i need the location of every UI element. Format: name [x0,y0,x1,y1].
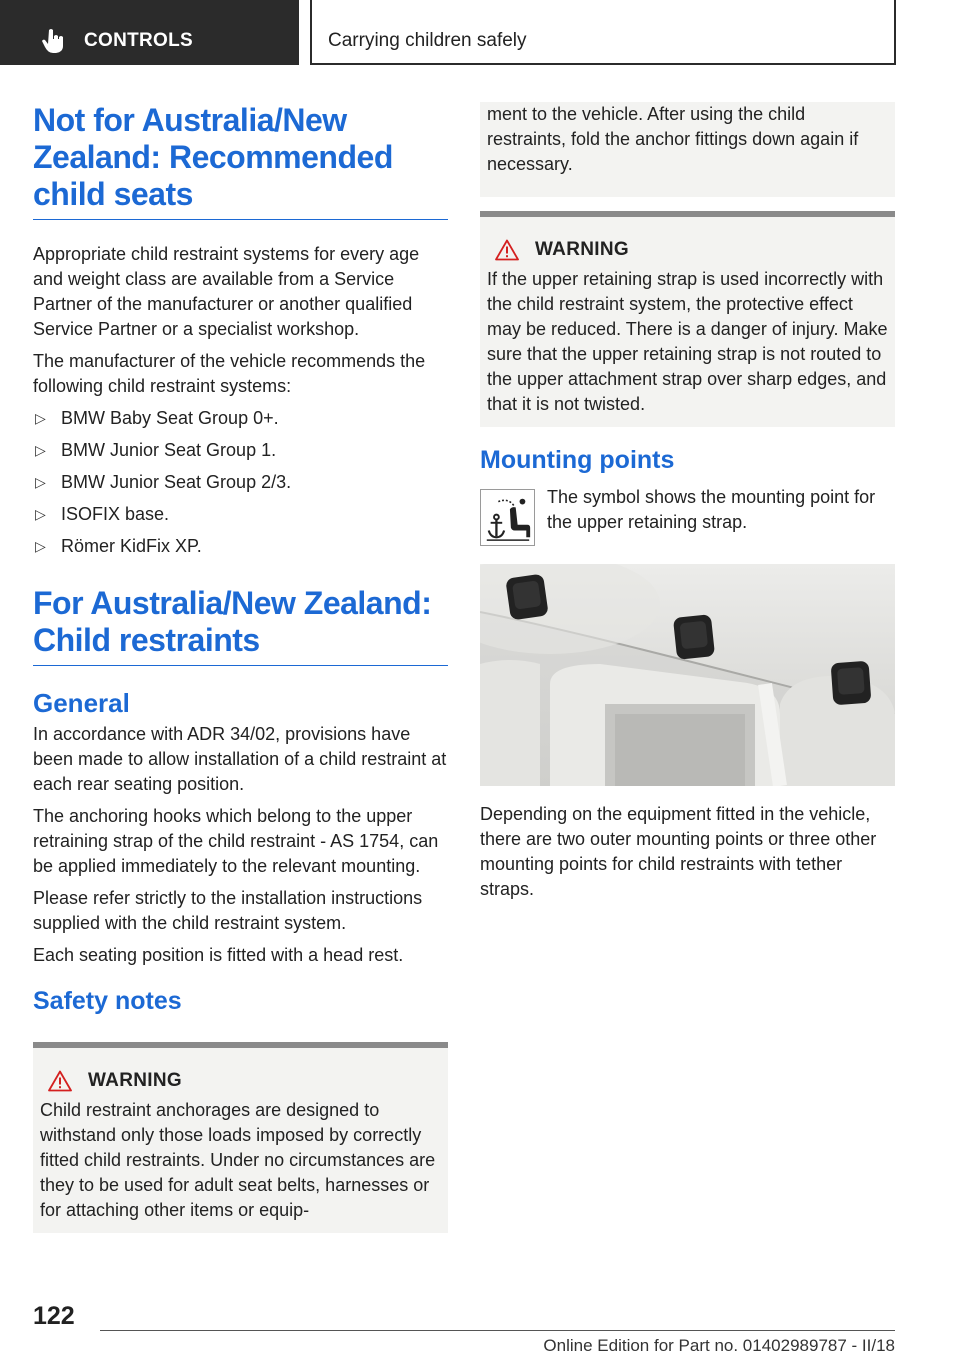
paragraph-appropriate: Appropriate child restraint systems for every age and weight class are available from a Service Partner of the manufacturer or another qualified Service Partner or a specialist workshop. [33,244,420,339]
section-title: Carrying children safely [328,30,527,51]
list-item: ▷ BMW Junior Seat Group 1. [33,438,448,463]
warning-triangle-icon [48,1070,72,1092]
list-item: ▷ ISOFIX base. [33,502,448,527]
warning-box-continued [480,102,895,197]
right-column [480,102,895,909]
heading-australia-wrap [33,585,448,666]
heading-mounting-points: Mounting points [480,446,675,474]
warning-box-strap [480,211,895,427]
symbol-description: The symbol shows the mounting point for the upper retaining strap. [547,487,876,532]
warning-label: WARNING [88,1070,182,1091]
list-item: ▷ BMW Junior Seat Group 2/3. [33,470,448,495]
paragraph-adr: In accordance with ADR 34/02, provisions have been made to allow installation of a child restraint at each rear seating position. [33,724,447,794]
warning-header [40,1070,441,1092]
left-column [33,102,448,1233]
symbol-row [480,485,895,546]
rear-shelf-anchor-photo [480,564,895,786]
paragraph-depending: Depending on the equipment fitted in the vehicle, there are two outer mounting points or three other mounting points for child restraints with tether straps. [480,804,877,899]
warning-text: Child restraint anchorages are designed to withstand only those loads imposed by correctly fitted child restraints. Under no circumstances are they to be used for adult seat belts, harnesses or for attaching other items or equip- [40,1100,436,1220]
heading-australia-child-restraints: For Australia/New Zealand: Child restraints [33,585,432,658]
seat-list [33,406,448,559]
hand-pointer-icon [40,27,68,55]
page-number: 122 [33,1302,75,1330]
footer-divider [100,1330,895,1331]
warning-label: WARNING [535,239,629,260]
warning-triangle-icon [495,239,519,261]
heading-recommended-child-seats: Not for Australia/New Zealand: Recommended child seats [33,102,393,212]
list-item: ▷ BMW Baby Seat Group 0+. [33,406,448,431]
section-header [310,0,896,65]
warning-box-anchorages [33,1042,448,1233]
paragraph-headrest: Each seating position is fitted with a head rest. [33,945,404,965]
warning-text: If the upper retaining strap is used incorrectly with the child restraint system, the protective effect may be reduced. There is a danger of injury. Make sure that the upper retaining strap is not routed to the upper attachment strap over sharp edges, and that it is not twisted. [487,269,888,414]
warning-header [487,239,888,261]
paragraph-manufacturer: The manufacturer of the vehicle recommends the following child restraint systems: [33,351,426,396]
chapter-label: CONTROLS [84,30,194,51]
heading-general: General [33,688,130,718]
chapter-tab [0,0,299,65]
paragraph-refer: Please refer strictly to the installation instructions supplied with the child restraint system. [33,888,423,933]
heading-safety-notes: Safety notes [33,987,182,1015]
heading-recommended-wrap [33,102,448,220]
warning-text-continued: ment to the vehicle. After using the child restraints, fold the anchor fittings down again if necessary. [487,104,859,174]
paragraph-hooks: The anchoring hooks which belong to the upper retraining strap of the child restraint - AS 1754, can be applied immediately to the relevant mounting. [33,806,439,876]
child-seat-anchor-icon [480,489,535,546]
footer-edition: Online Edition for Part no. 01402989787 - II/18 [543,1336,895,1355]
list-item: ▷ Römer KidFix XP. [33,534,448,559]
